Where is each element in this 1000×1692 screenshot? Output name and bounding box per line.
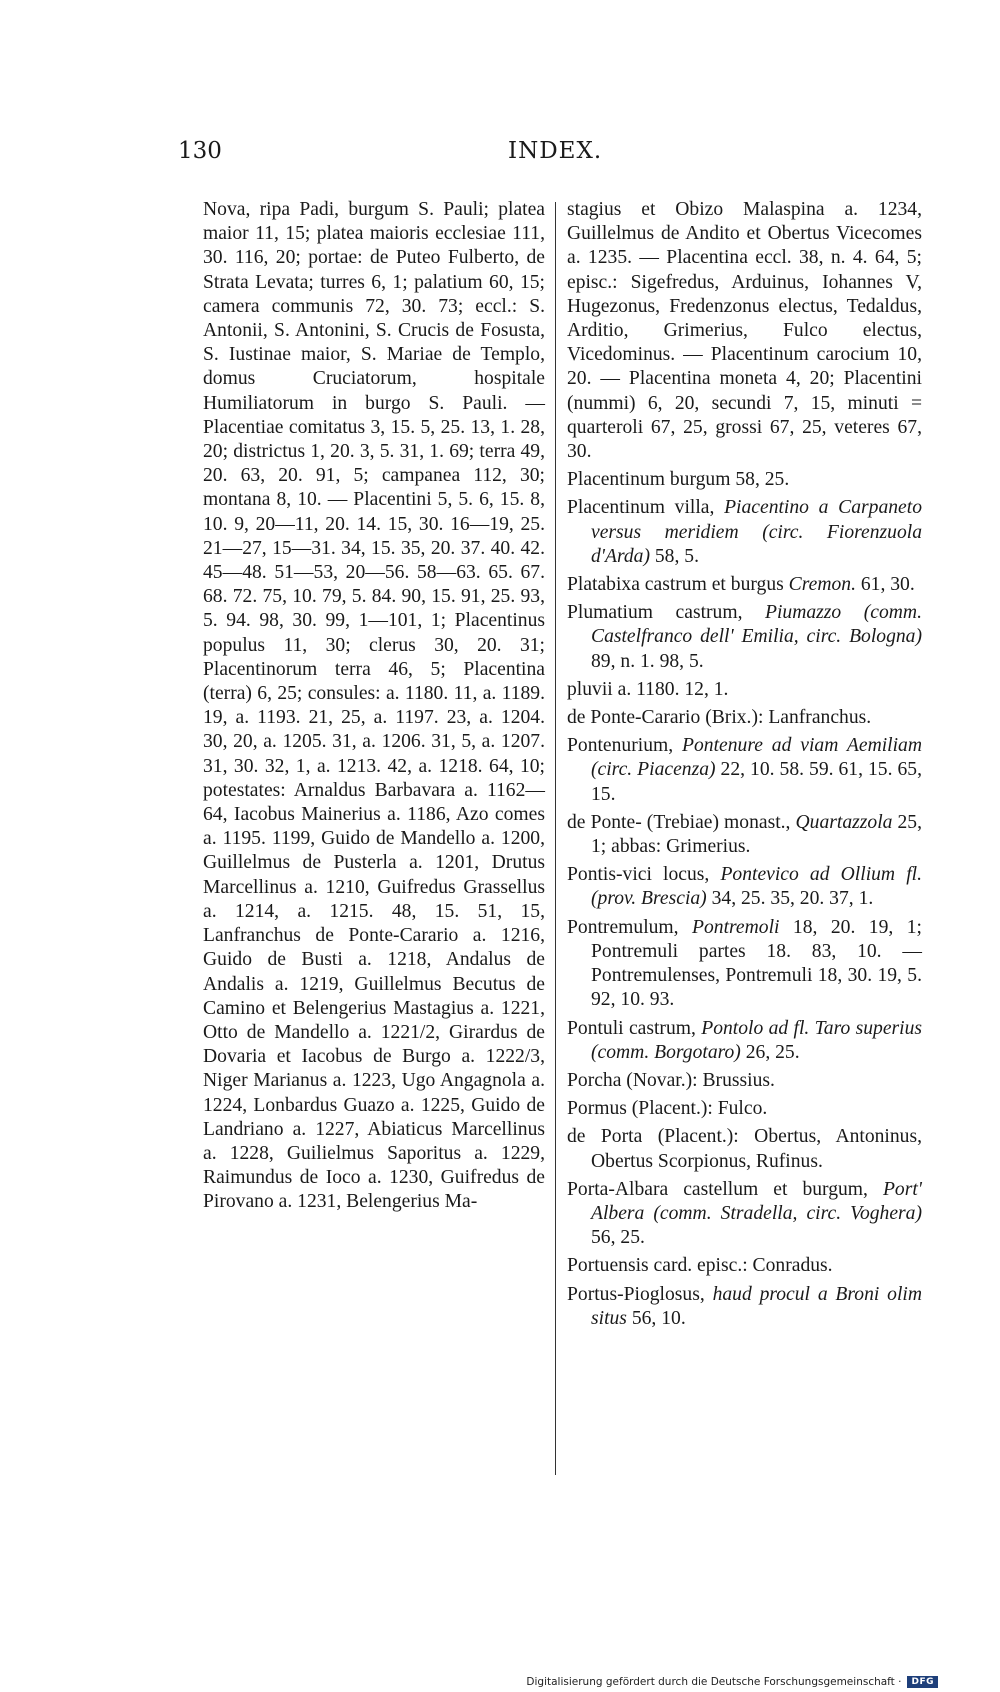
index-entry — [567, 1069, 922, 1093]
entry-heading: Pontremulum, — [567, 916, 693, 938]
entry-heading: Placentinum burgum 58, 25. — [567, 469, 790, 491]
index-entry — [567, 1125, 922, 1173]
footer-text: Digitalisierung gefördert durch die Deutsche Forschungsgemeinschaft · — [526, 1676, 902, 1688]
entry-references: 58, 5. — [649, 545, 699, 567]
entry-location: Port' Albera (comm. Stradella, circ. Voghera) — [591, 1178, 922, 1224]
entry-heading: Pontuli castrum, — [567, 1017, 702, 1039]
index-entry — [567, 863, 922, 911]
entry-references: 22, 10. 58. 59. 61, 15. 65, 15. — [591, 759, 923, 805]
index-entry — [567, 1283, 922, 1331]
entry-location: Quartazzola — [795, 811, 893, 833]
index-entry — [567, 678, 922, 702]
entry-heading: de Ponte- (Trebiae) monast., — [567, 811, 796, 833]
entry-heading: Pontenurium, — [567, 735, 683, 757]
index-entry — [567, 468, 922, 492]
footer — [526, 1676, 938, 1688]
index-entry — [567, 706, 922, 730]
left-column-text: Nova, ripa Padi, burgum S. Pauli; platea maior 11, 15; platea maioris ecclesiae 111, 30. 116, 20; portae: de Puteo Fulberto, de Strata Levata; turres 6, 1; palatium 60, 15; camera communis 72, 30. 73; eccl.: S. Antonii, S. Antonini, S. Crucis de Fosusta, S. Iustinae maior, S. Mariae de Templo, domus Cruciatorum, hospitale Humiliatorum in burgo S. Pauli. — Placentiae comitatus 3, 15. 5, 25. 13, 1. 28, 20; districtus 1, 20. 3, 5. 31, 1. 69; terra 49, 20. 63, 20. 91, 5; campanea 112, 30; montana 8, 10. — Placentini 5, 5. 6, 15. 8, 10. 9, 20—11, 20. 14. 15, 30. 16—19, 25. 21—27, 15—31. 34, 15. 35, 20. 37. 40. 42. 45—48. 51—53, 20—56. 58—63. 65. 67. 68. 72. 75, 10. 79, 5. 84. 90, 15. 91, 25. 93, 5. 94. 98, 30. 99, 1—101, 1; Placentinus populus 11, 30; clerus 30, 20. 31; Placentinorum terra 46, 5; Placentina (terra) 6, 25; consules: a. 1180. 11, a. 1189. 19, a. 1193. 21, 25, a. 1197. 23, a. 1204. 30, 20, a. 1205. 31, a. 1206. 31, 5, a. 1207. 31, 30. 32, 1, a. 1213. 42, a. 1218. 64, 10; potestates: Arnaldus Barbavara a. 1162—64, Iacobus Mainerius a. 1186, Azo comes a. 1195. 1199, Guido de Mandello a. 1200, Guillelmus de Pusterla a. 1201, Drutus Marcellinus a. 1210, Guifredus Grassellus a. 1214, a. 1215. 48, 15. 51, 15, Lanfranchus de Ponte-Carario a. 1216, Guido de Busti a. 1218, Andalus de Andalis a. 1219, Guillelmus Becutus de Camino et Belengerius Mastagius a. 1221, Otto de Mandello a. 1221/2, Girardus de Dovaria et Iacobus de Burgo a. 1222/3, Niger Marianus a. 1223, Ugo Angagnola a. 1224, Lonbardus Guazo a. 1225, Guido de Landriano a. 1227, Abiaticus Marcellinus a. 1228, Guilielmus Saporitus a. 1229, Raimundus de Ioco a. 1230, Guifredus de Pirovano a. 1231, Belengerius Ma- — [203, 199, 545, 1213]
index-entry — [567, 916, 922, 1013]
entry-heading: Pormus (Placent.): Fulco. — [567, 1098, 768, 1120]
entry-heading: Placentinum villa, — [567, 497, 725, 519]
entry-heading: pluvii a. 1180. 12, 1. — [567, 678, 729, 700]
entry-references: 61, 30. — [855, 574, 915, 596]
index-entries — [567, 468, 922, 1331]
entry-heading: de Porta (Placent.): Obertus, Antoninus, Obertus Scorpionus, Rufinus. — [567, 1126, 922, 1172]
entry-references: 26, 25. — [740, 1041, 800, 1063]
entry-location: Pontremoli — [692, 916, 780, 938]
index-entry — [567, 1097, 922, 1121]
column-divider — [555, 202, 556, 1475]
index-entry — [567, 734, 922, 807]
index-entry — [567, 1017, 922, 1065]
entry-references: 25, 1; abbas: Grimerius. — [591, 811, 923, 858]
entry-location: haud procul a Broni olim situs — [591, 1283, 922, 1329]
right-column-continuation: stagius et Obizo Malaspina a. 1234, Guillelmus de Andito et Obertus Vicecomes a. 1235. — Placentina eccl. 38, n. 4. 64, 5; episc.: Sigefredus, Arduinus, Iohannes V, Hugezonus, Fredenzonus electus, Tedaldus, Arditio, Grimerius, Fulco electus, Vicedominus. — Placentinum carocium 10, 20. — Placentina moneta 4, 20; Placentini (nummi) 6, 20, secundi 7, 15, minuti = quarteroli 67, 25, grossi 67, 25, veteres 67, 30. — [567, 199, 922, 463]
entry-location: Pontolo ad fl. Taro superius (comm. Borgotaro) — [591, 1017, 923, 1063]
entry-location: Piumazzo (comm. Castelfranco dell' Emilia, circ. Bologna) — [591, 602, 922, 648]
entry-location: Piacentino a Carpaneto versus meridiem (circ. Fiorenzuola d'Arda) — [591, 497, 922, 567]
entry-references: 89, n. 1. 98, 5. — [591, 650, 704, 672]
entry-location: Cremon. — [788, 574, 856, 596]
index-entry — [567, 496, 922, 569]
dfg-logo: DFG — [907, 1676, 938, 1688]
entry-heading: Pontis-vici locus, — [567, 864, 721, 886]
page-number: 130 — [178, 138, 222, 164]
entry-heading: Platabixa castrum et burgus — [567, 574, 789, 596]
left-column — [203, 198, 545, 1215]
entry-location: Pontevico ad Ollium fl. (prov. Brescia) — [591, 864, 923, 910]
entry-heading: de Ponte-Carario (Brix.): Lanfranchus. — [567, 707, 872, 729]
entry-location: Pontenure ad viam Aemiliam (circ. Piacenza) — [591, 735, 923, 781]
entry-references: 56, 10. — [626, 1307, 686, 1329]
entry-references: 34, 25. 35, 20. 37, 1. — [706, 888, 874, 910]
entry-heading: Porcha (Novar.): Brussius. — [567, 1069, 775, 1091]
entry-heading: Portuensis card. episc.: Conradus. — [567, 1255, 833, 1277]
entry-references: 56, 25. — [591, 1227, 645, 1249]
entry-references: 18, 20. 19, 1; Pontremuli partes 18. 83, 10. — Pontremulenses, Pontremuli 18, 30. 19, 5. 92, 10. 93. — [591, 916, 922, 1011]
index-entry — [567, 1178, 922, 1251]
entry-heading: Porta-Albara castellum et burgum, — [567, 1178, 883, 1200]
running-head: INDEX. — [508, 138, 603, 164]
entry-heading: Portus-Pioglosus, — [567, 1283, 713, 1305]
index-entry — [567, 601, 922, 674]
index-entry — [567, 1254, 922, 1278]
index-entry — [567, 573, 922, 597]
entry-heading: Plumatium castrum, — [567, 602, 766, 624]
right-column — [567, 198, 922, 1335]
index-entry — [567, 811, 922, 859]
